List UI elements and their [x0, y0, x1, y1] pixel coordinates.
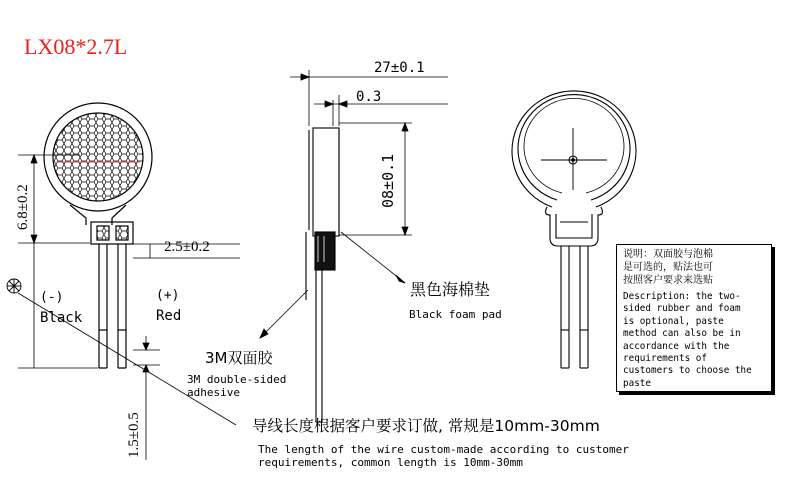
- wire-length-en-1: The length of the wire custom-made according to customer: [258, 443, 629, 456]
- adhesive-label-en-1: 3M double-sided: [187, 373, 287, 386]
- dim-diameter: 08±0.1: [379, 153, 397, 208]
- wire-length-en-2: requirements, common length is 10mm-30mm: [258, 456, 523, 469]
- dim-pad-width: 2.5±0.2: [164, 239, 210, 255]
- adhesive-label-cn: 3M双面胶: [205, 349, 273, 367]
- positive-sign: (+): [156, 288, 180, 303]
- dim-height-offset: 6.8±0.2: [15, 184, 31, 230]
- dim-strip-length: 1.5±0.5: [126, 412, 142, 458]
- wire-length-cn: 导线长度根据客户要求订做, 常规是10mm-30mm: [252, 417, 600, 435]
- note-cn-line-1: 说明：双面胶与泡棉: [623, 249, 713, 260]
- positive-wire-label: Red: [156, 308, 182, 324]
- dim-tape-thickness: 0.3: [356, 89, 382, 105]
- front-view: [44, 103, 152, 368]
- side-view: [306, 128, 339, 422]
- negative-wire-label: Black: [40, 310, 83, 326]
- negative-sign: (-): [40, 290, 64, 305]
- note-cn-line-3: 按照客户要求来选贴: [623, 275, 713, 286]
- foam-label-en: Black foam pad: [409, 308, 502, 321]
- description-note: [616, 244, 772, 392]
- asterisk-mark: [7, 279, 21, 293]
- mesh-cover: [53, 113, 143, 201]
- foam-label-cn: 黑色海棉垫: [410, 280, 491, 299]
- dim-total-thickness: 27±0.1: [374, 60, 425, 76]
- model-title: LX08*2.7L: [24, 34, 128, 59]
- adhesive-label-en-2: adhesive: [187, 386, 240, 399]
- note-en-text: Description: the two- sided rubber and foam is optional, paste method can also be in accordance with the requirements of customers to choose the paste: [623, 291, 752, 389]
- note-cn-line-2: 是可选的，贴法也可: [623, 262, 713, 273]
